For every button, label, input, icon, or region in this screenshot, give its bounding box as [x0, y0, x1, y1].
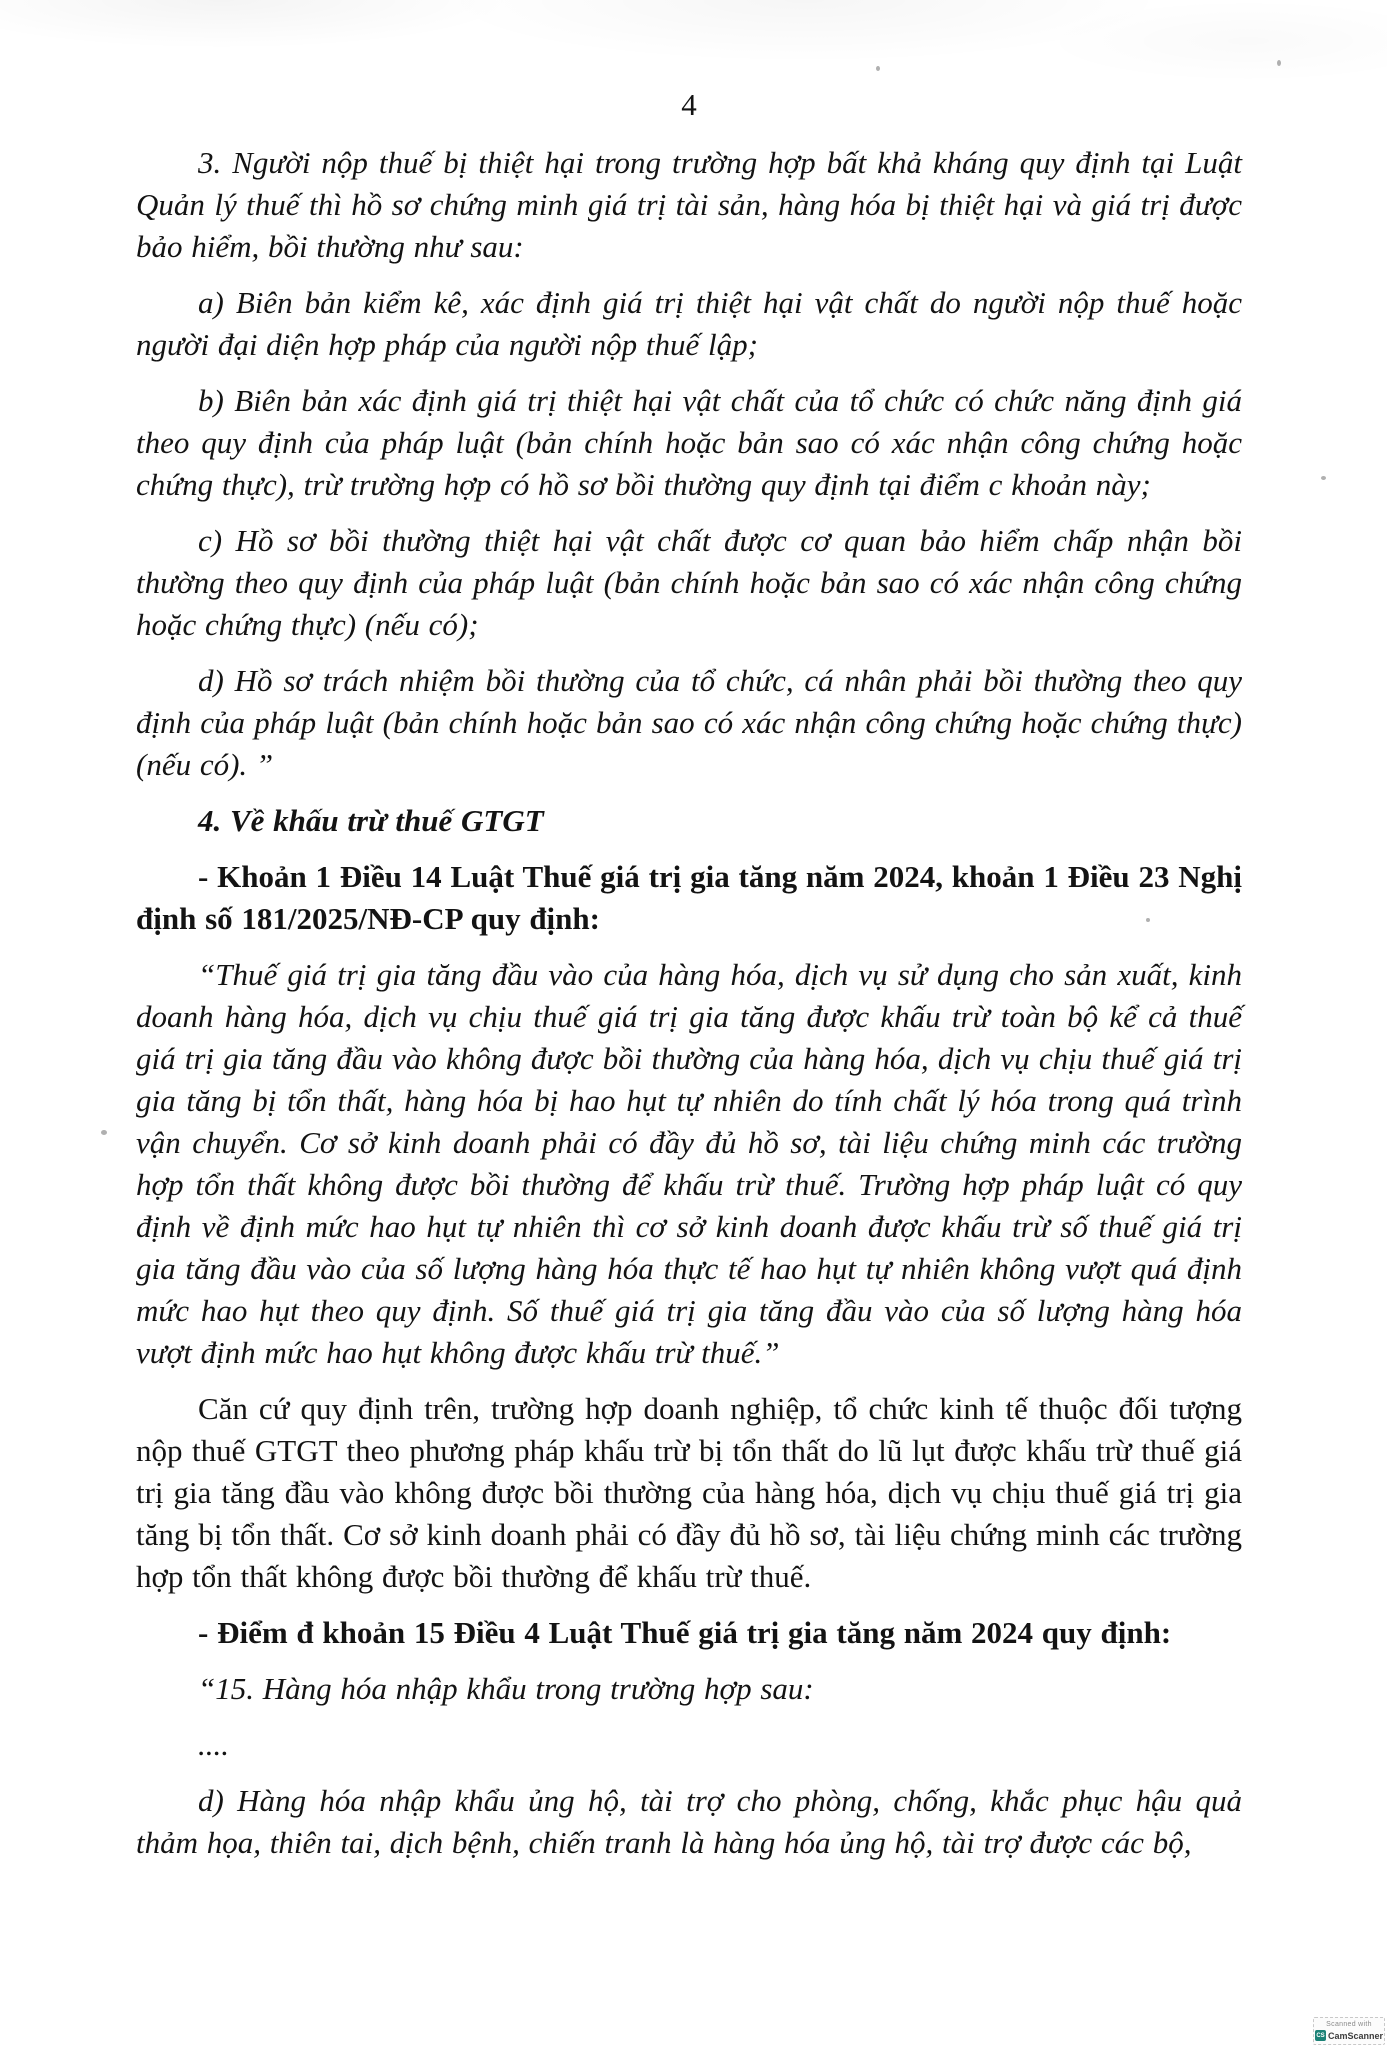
paragraph-3-intro: 3. Người nộp thuế bị thiệt hại trong trường hợp bất khả kháng quy định tại Luật Quản lý thuế thì hồ sơ chứng minh giá trị tài sản, hàng hóa bị thiệt hại và giá trị được bảo hiểm, bồi thường như sau: [136, 145, 1242, 264]
citation-article-14: - Khoản 1 Điều 14 Luật Thuế giá trị gia tăng năm 2024, khoản 1 Điều 23 Nghị định số 181/2025/NĐ-CP quy định: [136, 859, 1242, 936]
scan-speck [1277, 60, 1281, 66]
document-body [136, 142, 1242, 1864]
paragraph-point-b: b) Biên bản xác định giá trị thiệt hại vật chất của tổ chức có chức năng định giá theo quy định của pháp luật (bản chính hoặc bản sao có xác nhận công chứng hoặc chứng thực), trừ trường hợp có hồ sơ bồi thường quy định tại điểm c khoản này; [136, 383, 1242, 502]
scan-speck [876, 66, 880, 71]
scan-speck [101, 1130, 107, 1135]
camscanner-watermark [1313, 2017, 1385, 2045]
ellipsis-line: .... [198, 1727, 229, 1762]
paragraph-point-c: c) Hồ sơ bồi thường thiệt hại vật chất được cơ quan bảo hiểm chấp nhận bồi thường theo quy định của pháp luật (bản chính hoặc bản sao có xác nhận công chứng hoặc chứng thực) (nếu có); [136, 523, 1242, 642]
watermark-brand-row [1316, 2030, 1384, 2041]
scan-speck [1321, 476, 1326, 480]
quoted-point-d-imports: d) Hàng hóa nhập khẩu ủng hộ, tài trợ cho phòng, chống, khắc phục hậu quả thảm họa, thiên tai, dịch bệnh, chiến tranh là hàng hóa ủng hộ, tài trợ được các bộ, [136, 1783, 1242, 1860]
watermark-scanned-with-label: Scanned with [1326, 2021, 1372, 2028]
quoted-law-text-vat-deduction: “Thuế giá trị gia tăng đầu vào của hàng hóa, dịch vụ sử dụng cho sản xuất, kinh doanh hàng hóa, dịch vụ chịu thuế giá trị gia tăng được khấu trừ toàn bộ kể cả thuế giá trị gia tăng đầu vào không được bồi thường của hàng hóa, dịch vụ chịu thuế giá trị gia tăng bị tổn thất, hàng hóa bị hao hụt tự nhiên do tính chất lý hóa trong quá trình vận chuyển. Cơ sở kinh doanh phải có đầy đủ hồ sơ, tài liệu chứng minh các trường hợp tổn thất không được bồi thường để khấu trừ thuế. Trường hợp pháp luật có quy định về định mức hao hụt tự nhiên thì cơ sở kinh doanh được khấu trừ số thuế giá trị gia tăng đầu vào của số lượng hàng hóa thực tế hao hụt tự nhiên không vượt quá định mức hao hụt theo quy định. Số thuế giá trị gia tăng đầu vào của số lượng hàng hóa vượt định mức hao hụt không được khấu trừ thuế.” [136, 957, 1242, 1370]
camscanner-icon: CS [1315, 2030, 1326, 2041]
watermark-brand-label: CamScanner [1327, 2030, 1384, 2041]
section-4-heading: 4. Về khấu trừ thuế GTGT [198, 803, 544, 838]
page-number: 4 [681, 87, 697, 122]
conclusion-paragraph: Căn cứ quy định trên, trường hợp doanh nghiệp, tổ chức kinh tế thuộc đối tượng nộp thuế GTGT theo phương pháp khấu trừ bị tổn thất do lũ lụt được khấu trừ thuế giá trị gia tăng đầu vào không được bồi thường của hàng hóa, dịch vụ chịu thuế giá trị gia tăng bị tổn thất. Cơ sở kinh doanh phải có đầy đủ hồ sơ, tài liệu chứng minh các trường hợp tổn thất không được bồi thường để khấu trừ thuế. [136, 1391, 1242, 1594]
paragraph-point-d: d) Hồ sơ trách nhiệm bồi thường của tổ chức, cá nhân phải bồi thường theo quy định của pháp luật (bản chính hoặc bản sao có xác nhận công chứng hoặc chứng thực) (nếu có). ” [136, 663, 1242, 782]
scan-speck [1146, 918, 1150, 922]
citation-point-d-clause-15: - Điểm đ khoản 15 Điều 4 Luật Thuế giá trị gia tăng năm 2024 quy định: [198, 1615, 1172, 1650]
paragraph-point-a: a) Biên bản kiểm kê, xác định giá trị thiệt hại vật chất do người nộp thuế hoặc người đại diện hợp pháp của người nộp thuế lập; [136, 285, 1242, 362]
quoted-clause-15-intro: “15. Hàng hóa nhập khẩu trong trường hợp sau: [198, 1671, 814, 1706]
